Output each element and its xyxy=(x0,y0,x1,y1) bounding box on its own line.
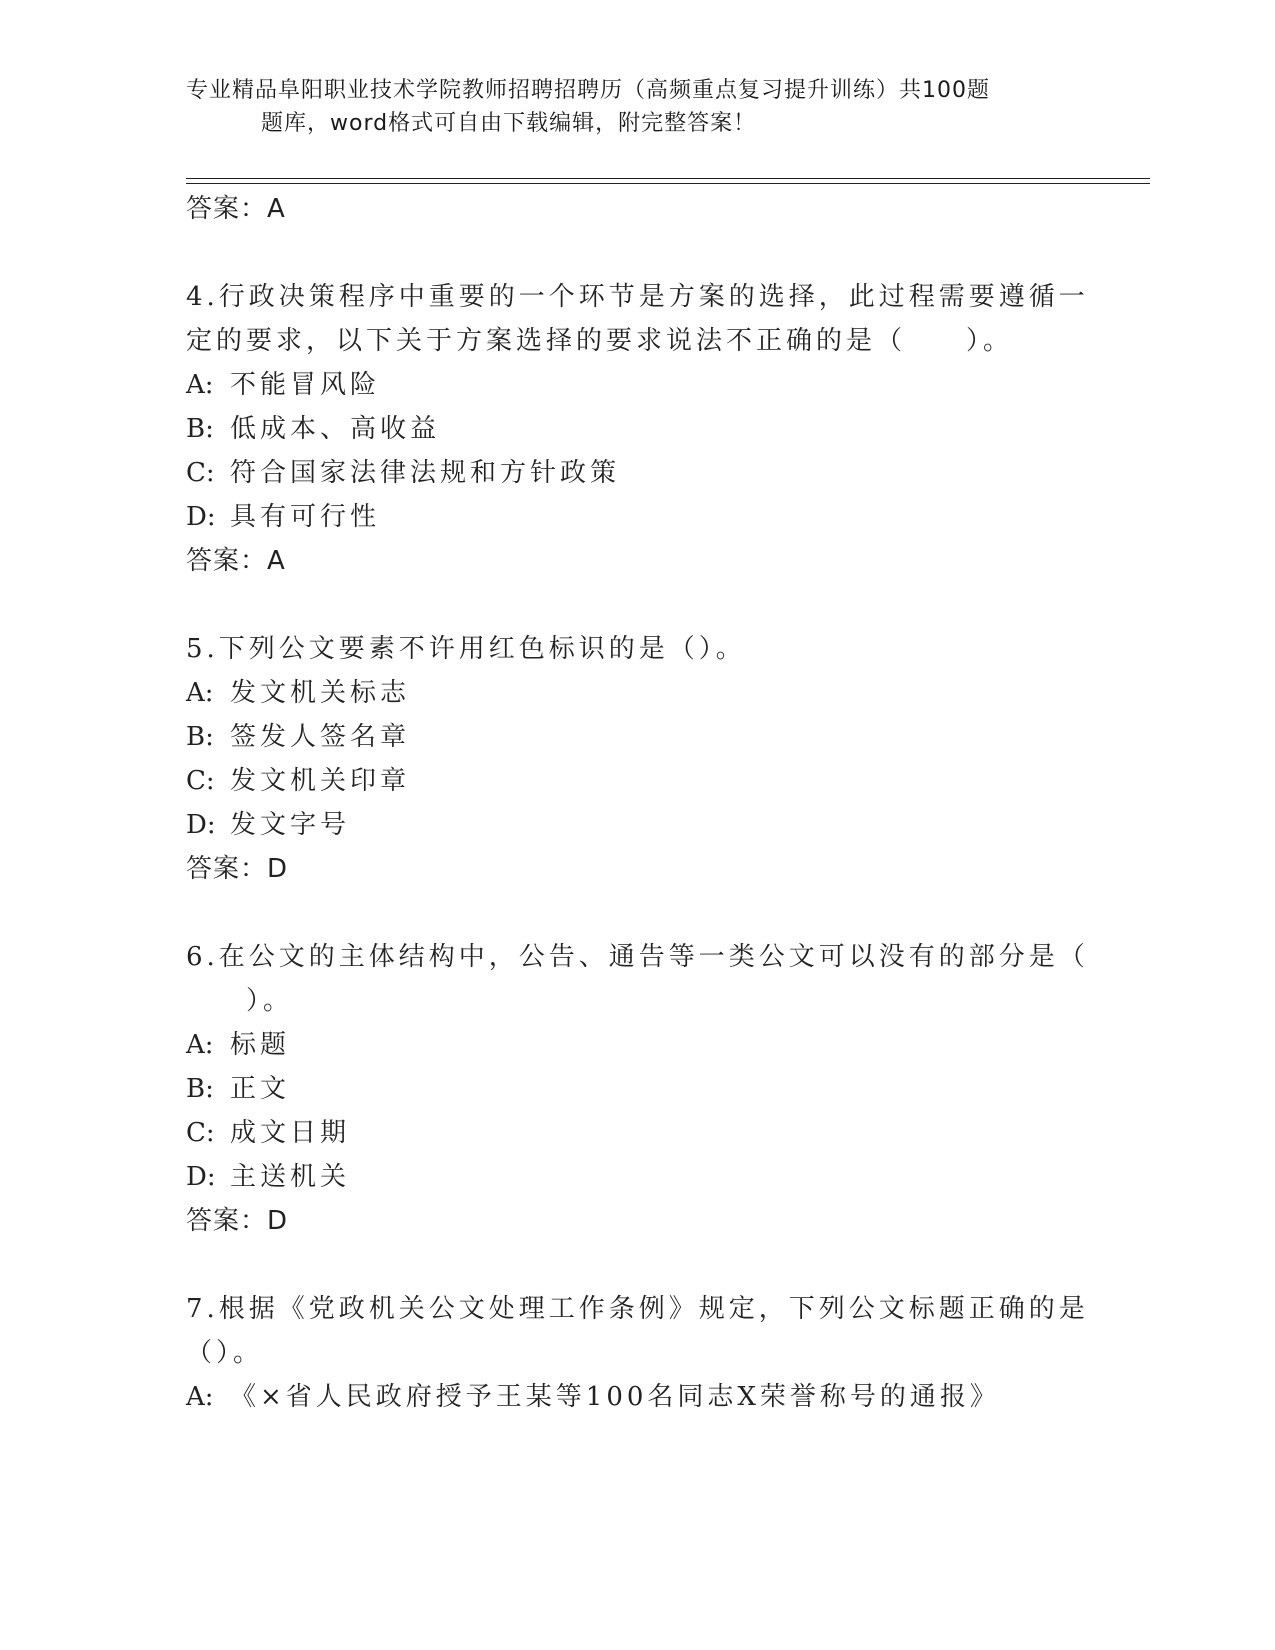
option-text: 发文机关标志 xyxy=(230,678,411,708)
question-6-answer xyxy=(186,1200,288,1237)
option-letter: D: xyxy=(186,1162,216,1192)
option-text: 符合国家法律法规和方针政策 xyxy=(230,458,621,488)
answer-label: 答案： xyxy=(186,546,268,576)
question-5-option-d xyxy=(186,804,350,841)
question-6-option-a xyxy=(186,1024,290,1061)
question-5-option-b xyxy=(186,716,410,753)
header-line-2: 题库，word格式可自由下载编辑，附完整答案！ xyxy=(261,111,757,136)
question-6-option-d xyxy=(186,1156,350,1193)
option-text: 签发人签名章 xyxy=(230,722,411,752)
answer-label: 答案： xyxy=(186,1206,268,1236)
option-text: 成文日期 xyxy=(230,1118,351,1148)
answer-label: 答案： xyxy=(186,194,268,224)
question-6-stem-line-1: 6.在公文的主体结构中，公告、通告等一类公文可以没有的部分是（ xyxy=(186,942,1089,972)
question-6-option-b xyxy=(186,1068,290,1105)
header-line-1: 专业精品阜阳职业技术学院教师招聘招聘历（高频重点复习提升训练）共100题 xyxy=(186,78,990,103)
option-text: 发文机关印章 xyxy=(230,766,411,796)
option-letter: A: xyxy=(186,678,214,708)
option-letter: A: xyxy=(186,370,214,400)
document-header xyxy=(186,74,1066,140)
option-text: 发文字号 xyxy=(230,810,351,840)
option-text: 主送机关 xyxy=(230,1162,351,1192)
question-7-stem-line-2: （）。 xyxy=(186,1338,264,1368)
header-divider-bottom xyxy=(186,183,1150,184)
option-text: 不能冒风险 xyxy=(230,370,381,400)
option-letter: A: xyxy=(186,1030,214,1060)
option-letter: B: xyxy=(186,414,214,444)
question-4-option-a xyxy=(186,364,380,401)
option-text: 《×省人民政府授予王某等100名同志X荣誉称号的通报》 xyxy=(230,1382,1000,1412)
option-letter: C: xyxy=(186,458,215,488)
question-4-option-b xyxy=(186,408,440,445)
option-letter: B: xyxy=(186,1074,214,1104)
question-4-stem-line-1: 4.行政决策程序中重要的一个环节是方案的选择，此过程需要遵循一 xyxy=(186,282,1089,312)
answer-value: A xyxy=(267,546,286,576)
option-letter: C: xyxy=(186,1118,215,1148)
option-text: 标题 xyxy=(230,1030,291,1060)
option-letter: D: xyxy=(186,502,216,532)
question-4-option-d xyxy=(186,496,380,533)
question-5-answer xyxy=(186,848,288,885)
question-6-stem-line-2: ）。 xyxy=(186,986,294,1016)
answer-value: A xyxy=(267,194,286,224)
question-7-stem-line-1: 7.根据《党政机关公文处理工作条例》规定，下列公文标题正确的是 xyxy=(186,1294,1089,1324)
answer-label: 答案： xyxy=(186,854,268,884)
option-letter: B: xyxy=(186,722,214,752)
question-4-option-c xyxy=(186,452,620,489)
question-4-answer xyxy=(186,540,286,577)
answer-value: D xyxy=(267,1206,289,1236)
option-text: 正文 xyxy=(230,1074,291,1104)
question-5-stem-line-1: 5.下列公文要素不许用红色标识的是（）。 xyxy=(186,634,746,664)
question-4-stem-line-2: 定的要求，以下关于方案选择的要求说法不正确的是（ ）。 xyxy=(186,326,1014,356)
previous-answer xyxy=(186,188,286,225)
question-5-option-a xyxy=(186,672,410,709)
header-divider-top xyxy=(186,178,1150,179)
option-text: 低成本、高收益 xyxy=(230,414,441,444)
option-text: 具有可行性 xyxy=(230,502,381,532)
question-6-option-c xyxy=(186,1112,350,1149)
question-5-option-c xyxy=(186,760,410,797)
option-letter: D: xyxy=(186,810,216,840)
answer-value: D xyxy=(267,854,289,884)
question-7-option-a xyxy=(186,1376,1000,1413)
option-letter: C: xyxy=(186,766,215,796)
option-letter: A: xyxy=(186,1382,214,1412)
